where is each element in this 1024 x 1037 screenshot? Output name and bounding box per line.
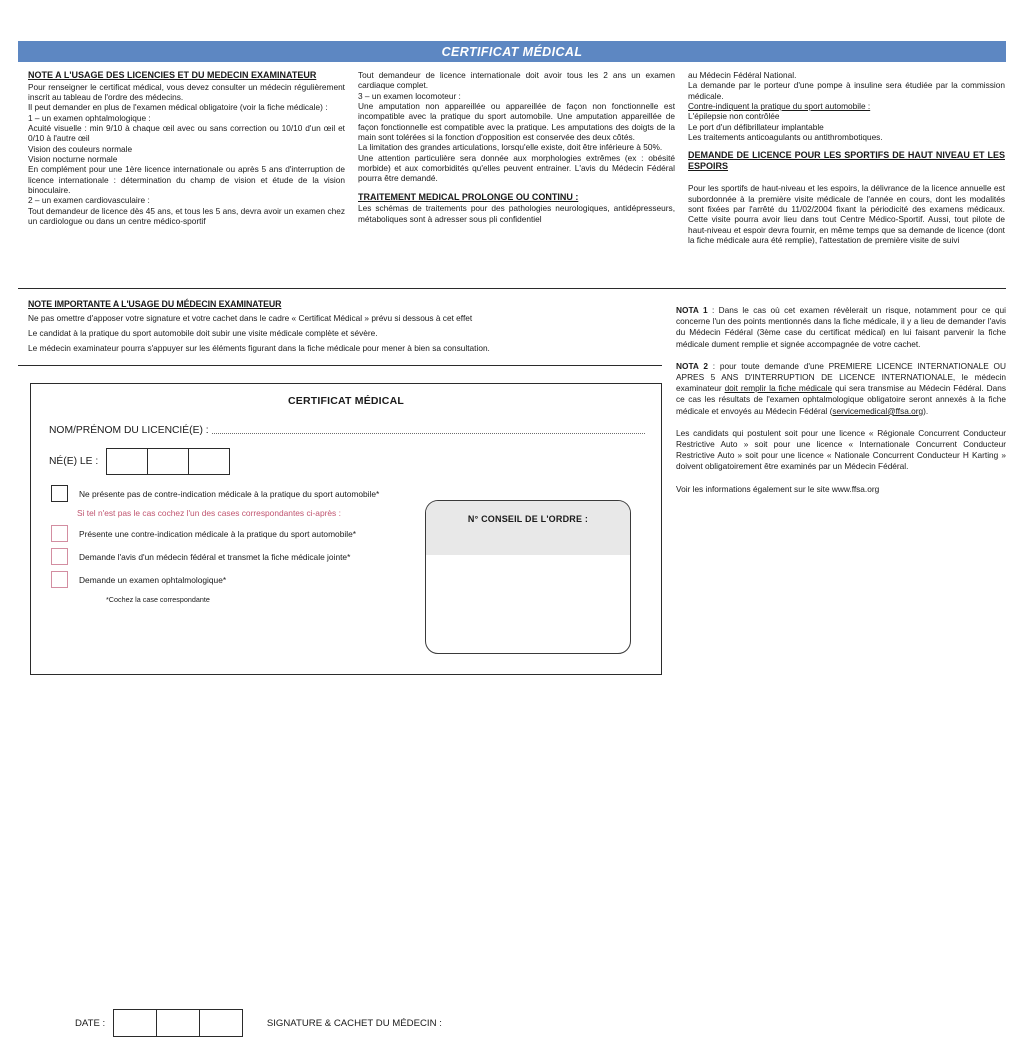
checkbox-group <box>51 485 451 604</box>
checkbox-label-contraindication: Présente une contre-indication médicale à la pratique du sport automobile* <box>79 528 357 539</box>
left-para-0: Pour renseigner le certificat médical, vous devez consulter un médecin régulièrement inscrit au tableau de l'ordre des médecins. <box>28 81 345 102</box>
signature-label: SIGNATURE & CACHET DU MÉDECIN : <box>266 1017 442 1029</box>
middle-heading-traitement: TRAITEMENT MEDICAL PROLONGE OU CONTINU : <box>358 191 579 202</box>
right-para-1: La demande par le porteur d'une pompe à insuline sera étudiée par la commission médicale. <box>688 80 1005 101</box>
middle-para-3: La limitation des grandes articulations, lorsqu'elle existe, doit être inférieure à 50%. <box>358 142 663 153</box>
checkbox-row-federal-doctor[interactable] <box>51 548 451 565</box>
page-title: CERTIFICAT MÉDICAL <box>441 44 583 59</box>
birthdate-cells <box>106 448 230 475</box>
name-input-line[interactable] <box>212 432 645 434</box>
left-para-8: Tout demandeur de licence dès 45 ans, et tous les 5 ans, devra avoir un examen chez un cardiologue ou dans un centre médico-sportif <box>28 205 345 227</box>
left-para-2: 1 – un examen ophtalmologique : <box>28 112 151 123</box>
nota-2-label: NOTA 2 <box>676 360 708 371</box>
nota-2-email-link[interactable]: servicemedical@ffsa.org <box>832 405 924 416</box>
info-columns <box>28 70 1006 245</box>
date-cells <box>113 1009 243 1037</box>
checkbox-label-ophtalmologic: Demande un examen ophtalmologique* <box>79 574 227 585</box>
birthdate-cell-year[interactable] <box>188 448 230 475</box>
left-para-7: 2 – un examen cardiovasculaire : <box>28 195 150 206</box>
checkbox-row-contraindication[interactable] <box>51 525 451 542</box>
checkbox-row-ophtalmologic[interactable] <box>51 571 451 588</box>
middle-para-1: 3 – un examen locomoteur : <box>358 90 461 101</box>
birthdate-cell-month[interactable] <box>147 448 189 475</box>
important-note <box>28 299 664 358</box>
right-para-0: au Médecin Fédéral National. <box>688 70 797 80</box>
nota-1-label: NOTA 1 <box>676 305 708 315</box>
left-para-1: Il peut demander en plus de l'examen médical obligatoire (voir la fiche médicale) : <box>28 102 328 113</box>
conseil-ordre-label: N° CONSEIL DE L'ORDRE : <box>467 514 589 524</box>
date-cell-year[interactable] <box>199 1009 243 1037</box>
checkbox-footnote: *Cochez la case correspondante <box>106 595 210 604</box>
middle-para2-0: Les schémas de traitements pour des pathologies neurologiques, antidépresseurs, métaboliques sont à adresser sous pli confidentiel <box>358 203 675 224</box>
date-cell-month[interactable] <box>156 1009 200 1037</box>
middle-para-0: Tout demandeur de licence internationale doit avoir tous les 2 ans un examen cardiaque complet. <box>358 70 675 91</box>
date-label: DATE : <box>75 1017 106 1029</box>
column-left <box>28 70 345 245</box>
left-para-5: Vision nocturne normale <box>28 154 118 164</box>
nota-2-text-c: ). <box>923 405 929 416</box>
checkbox-row-no-contraindication[interactable] <box>51 485 451 502</box>
header-banner <box>18 41 1006 62</box>
middle-para-2: Une amputation non appareillée ou appareillée de façon non fonctionnelle est incompatible avec la pratique du sport automobile. Une amputation appareillée de façon fonctionnelle est compatible avec la pratique. Les amputations des doigts de la main sont tolérées si la fonction d'opposition est conservée des deux côtés. <box>358 101 675 143</box>
date-signature-row <box>75 1009 442 1037</box>
birthdate-row <box>49 448 230 475</box>
nota-1-text: : Dans le cas où cet examen révèlerait un risque, notamment pour ce qui concerne l'un des points mentionnés dans la fiche médicale, il y a lieu de demander l'avis du Médecin Fédéral (3ème case du certificat médical) en lui faisant parvenir la fiche médicale dument remplie et signée accompagnée de votre cachet. <box>676 305 1006 349</box>
checkbox-label-federal-doctor: Demande l'avis d'un médecin fédéral et transmet la fiche médicale jointe* <box>79 551 351 562</box>
birthdate-cell-day[interactable] <box>106 448 148 475</box>
conseil-ordre-shading <box>426 501 630 555</box>
conseil-ordre-box[interactable] <box>425 500 631 654</box>
nota-1 <box>676 305 1006 350</box>
left-para-3: Acuité visuelle : min 9/10 à chaque œil avec ou sans correction ou 10/10 d'un œil et 0/10 à l'autre œil <box>28 122 345 144</box>
right-para3-0: Pour les sportifs de haut-niveau et les espoirs, la délivrance de la licence annuelle est subordonnée à la première visite médicale de l'année en cours, dont les modalités sont fixées par l'arrêté du 11/02/2004 fixant la périodicité des examens médicaux. Cette visite pourra avoir lieu dans tout Centre Médico-Sportif. Aussi, tout pilote de haut-niveau et espoir devra fournir, en même temps que sa demande de licence (dont la fiche médicale aura été remplie), l'attestation de première visite de suivi <box>688 183 1005 245</box>
nota-column <box>676 305 1006 495</box>
checkbox-contraindication[interactable] <box>51 525 68 542</box>
left-heading: NOTE A L'USAGE DES LICENCIES ET DU MEDECIN EXAMINATEUR <box>28 70 317 80</box>
date-cell-day[interactable] <box>113 1009 157 1037</box>
column-middle <box>358 70 675 245</box>
name-label: NOM/PRÉNOM DU LICENCIÉ(E) : <box>49 425 209 436</box>
certificate-title: CERTIFICAT MÉDICAL <box>288 395 404 407</box>
right-para2-1: Le port d'un défibrillateur implantable <box>688 121 824 132</box>
checkbox-no-contraindication[interactable] <box>51 485 68 502</box>
red-instruction-text: Si tel n'est pas le cas cochez l'un des cases correspondantes ci-après : <box>77 508 341 518</box>
left-para-4: Vision des couleurs normale <box>28 143 133 154</box>
nota-2 <box>676 361 1006 417</box>
nota-2-text-b: qui sera transmise au Médecin Fédéral. Dans ce cas les résultats de l'examen ophtalmologique obligatoire seront annexés à la fiche médicale et envoyés au Médecin Fédéral ( <box>676 383 1006 416</box>
nota-2-text-a: : pour toute demande d'une PREMIERE LICENCE INTERNATIONALE OU APRES 5 ANS D'INTERRUPTION DE LICENCE INTERNATIONALE, le médecin examinateur <box>676 360 1006 394</box>
checkbox-label-no-contraindication: Ne présente pas de contre-indication médicale à la pratique du sport automobile* <box>79 488 380 499</box>
right-para2-0: L'épilepsie non contrôlée <box>688 111 780 122</box>
nota-candidates-text: Les candidats qui postulent soit pour une licence « Régionale Concurrent Conducteur Restrictive Auto » soit pour une licence « Internationale Concurrent Conducteur Restrictive Auto » soit pour une licence « Nationale Concurrent Conducteur H Karting » doivent obligatoirement être examinés par un Médecin Fédéral. <box>676 427 1006 472</box>
middle-para-4: Une attention particulière sera donnée aux morphologies extrêmes (ex : obésité morbide) et aux comorbidités qu'elles peuvent entrainer. L'avis du Médecin Fédéral pourra être demandé. <box>358 152 675 184</box>
important-note-line-1: Le candidat à la pratique du sport automobile doit subir une visite médicale complète et sévère. <box>28 328 378 338</box>
checkbox-federal-doctor[interactable] <box>51 548 68 565</box>
nota-2-underlined: doit remplir la fiche médicale <box>724 383 833 394</box>
important-note-line-2: Le médecin examinateur pourra s'appuyer sur les éléments figurant dans la fiche médicale pour mener à bien sa consultation. <box>28 343 490 353</box>
important-note-line-0: Ne pas omettre d'apposer votre signature et votre cachet dans le cadre « Certificat Médical » prévu si dessous à cet effet <box>28 313 473 323</box>
checkbox-ophtalmologic[interactable] <box>51 571 68 588</box>
left-para-6: En complément pour une 1ère licence internationale ou après 5 ans d'interruption de licence internationale : détermination du champ de vision et étude de la vision binoculaire. <box>28 164 345 196</box>
column-right <box>688 70 1005 245</box>
nota-website-line: Voir les informations également sur le site www.ffsa.org <box>676 483 880 494</box>
right-para2-2: Les traitements anticoagulants ou antithrombotiques. <box>688 132 883 143</box>
divider-middle <box>18 365 662 366</box>
important-note-heading: NOTE IMPORTANTE A L'USAGE DU MÉDECIN EXAMINATEUR <box>28 299 282 309</box>
right-heading-demande: DEMANDE DE LICENCE POUR LES SPORTIFS DE HAUT NIVEAU ET LES ESPOIRS <box>688 150 1005 171</box>
right-underlined-line: Contre-indiquent la pratique du sport automobile : <box>688 101 871 112</box>
birthdate-label: NÉ(E) LE : <box>49 456 99 467</box>
divider-top <box>18 288 1006 289</box>
name-row <box>49 425 645 436</box>
